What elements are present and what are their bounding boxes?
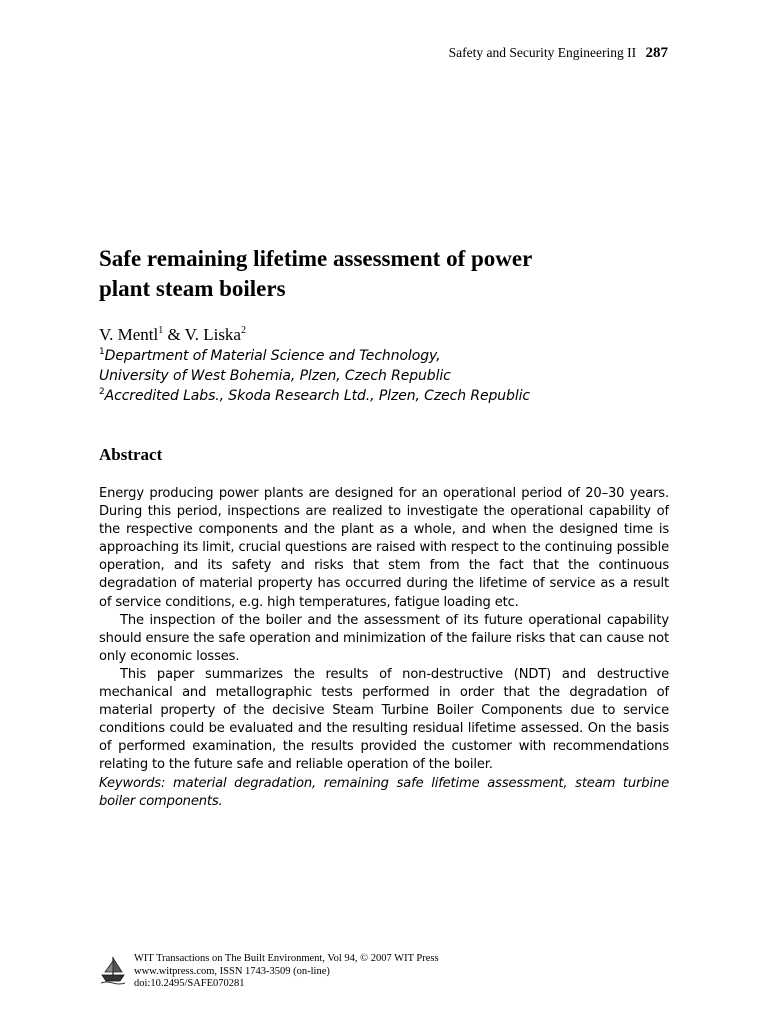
running-head	[449, 45, 668, 62]
title-line-1: Safe remaining lifetime assessment of power	[99, 246, 533, 271]
author-2: V. Liska	[184, 325, 241, 344]
affiliation-1	[99, 347, 699, 364]
affiliation-mark: 1	[99, 347, 105, 357]
affiliation-text: University of West Bohemia, Plzen, Czech Republic	[99, 368, 451, 384]
keywords-label: Keywords:	[99, 775, 166, 791]
affiliation-2	[99, 387, 699, 404]
paper-title	[99, 244, 679, 304]
author-connector: &	[163, 325, 185, 344]
affiliation-1-continued	[99, 368, 699, 384]
footer-line-2: www.witpress.com, ISSN 1743-3509 (on-line)	[134, 965, 330, 977]
keywords	[99, 775, 669, 811]
affiliation-text: Department of Material Science and Technology,	[104, 348, 441, 364]
abstract-body	[99, 485, 669, 811]
wit-press-ship-logo-icon	[100, 955, 126, 985]
affiliation-text: Accredited Labs., Skoda Research Ltd., Plzen, Czech Republic	[104, 388, 531, 404]
journal-name: Safety and Security Engineering II	[448, 45, 637, 60]
footer-line-1: WIT Transactions on The Built Environment, Vol 94, © 2007 WIT Press	[134, 953, 439, 964]
footer-line-3: doi:10.2495/SAFE070281	[134, 978, 245, 989]
title-line-2: plant steam boilers	[99, 276, 286, 301]
page-footer	[100, 953, 439, 991]
page-number: 287	[645, 45, 668, 61]
abstract-paragraph-1: Energy producing power plants are designed for an operational period of 20–30 years. During this period, inspections are realized to investigate the operational capability of the respective components and the plant as a whole, and when the designed time is approaching its limit, crucial questions are raised with respect to the continuing possible operation, and its safety and risks that stem from the fact that the continuous degradation of material property has occurred during the lifetime of service as a result of service conditions, e.g. high temperatures, fatigue loading etc.	[99, 486, 669, 610]
author-1-affiliation-mark: 1	[158, 325, 164, 336]
keywords-text: material degradation, remaining safe lifetime assessment, steam turbine boiler components.	[99, 775, 669, 809]
abstract-heading: Abstract	[99, 445, 163, 464]
author-list	[99, 325, 246, 345]
abstract-paragraph-2: The inspection of the boiler and the assessment of its future operational capability should ensure the safe operation and minimization of the failure risks that can cause not only economic losses.	[99, 612, 669, 664]
footer-citation	[134, 953, 439, 991]
author-2-affiliation-mark: 2	[240, 325, 246, 336]
abstract-paragraph-3: This paper summarizes the results of non-destructive (NDT) and destructive mechanical and metallographic tests performed in order that the degradation of material property of the decisive Steam Turbine Boiler Components due to service conditions could be evaluated and the resulting residual lifetime assessed. On the basis of performed examination, the results provided the customer with recommendations relating to the future safe and reliable operation of the boiler.	[99, 666, 669, 773]
author-1: V. Mentl	[99, 325, 159, 344]
affiliation-mark: 2	[99, 387, 105, 397]
